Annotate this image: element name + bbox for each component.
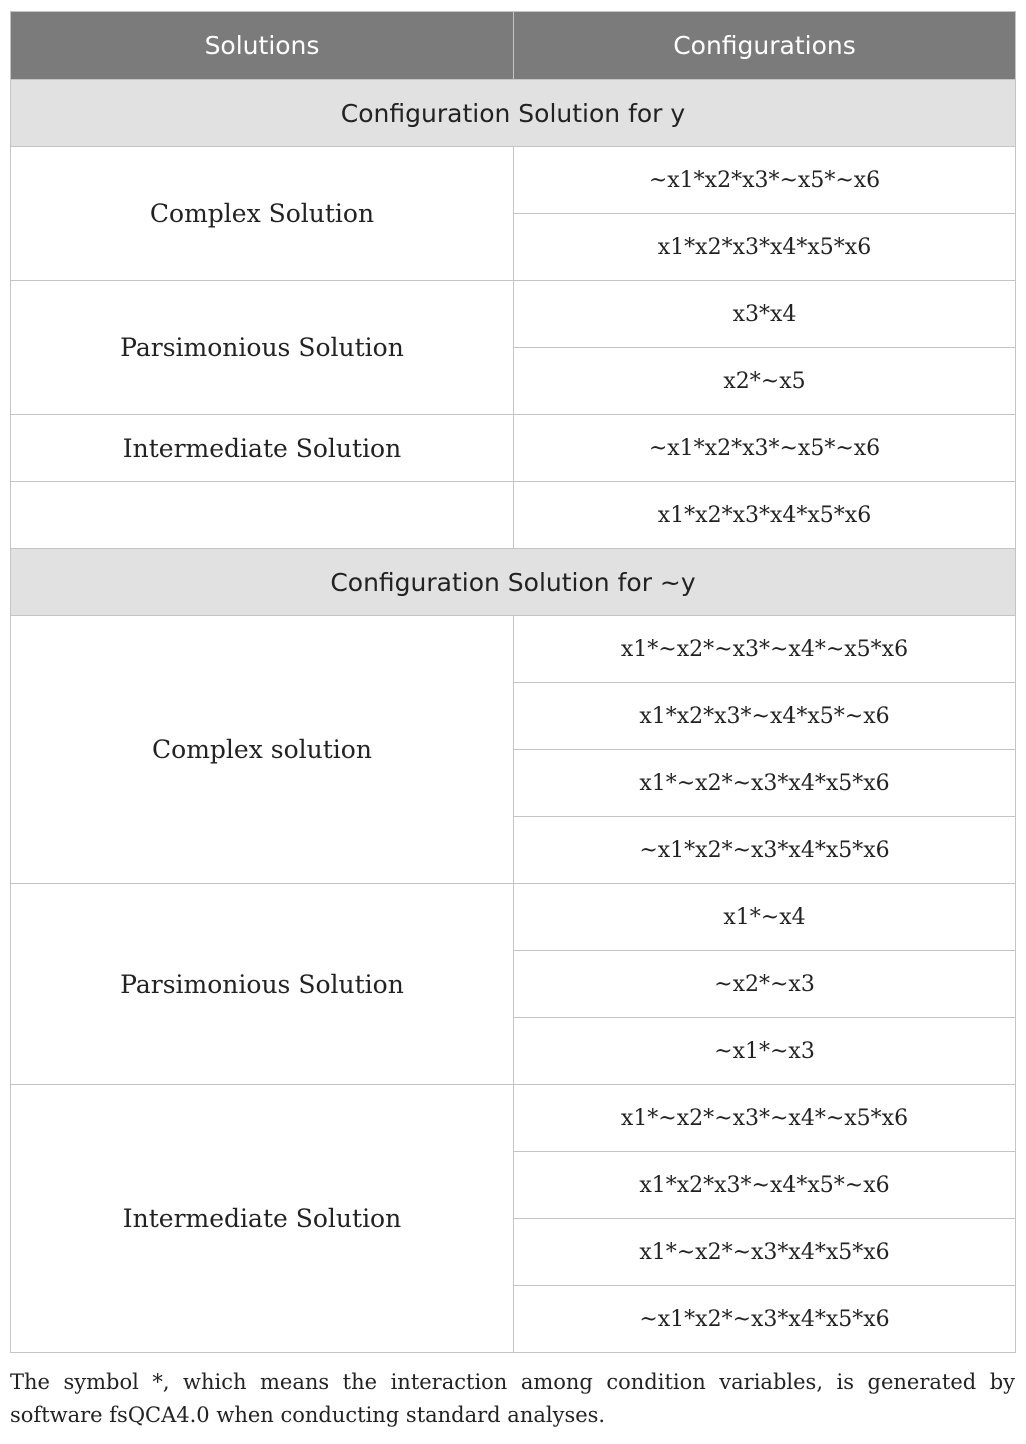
solutions-table <box>10 11 1016 1353</box>
configuration-cell: ~x2*~x3 <box>514 951 1016 1018</box>
table-row <box>11 147 1016 214</box>
configuration-cell: x1*x2*x3*x4*x5*x6 <box>514 482 1016 549</box>
section-row <box>11 80 1016 147</box>
configuration-cell: ~x1*~x3 <box>514 1018 1016 1085</box>
configuration-cell: ~x1*x2*x3*~x5*~x6 <box>514 147 1016 214</box>
header-row <box>11 12 1016 80</box>
section-title-not-y: Configuration Solution for ~y <box>11 549 1016 616</box>
solution-label: Intermediate Solution <box>11 1085 514 1353</box>
configuration-cell: x1*~x2*~x3*x4*x5*x6 <box>514 1219 1016 1286</box>
solution-label-empty <box>11 482 514 549</box>
header-configurations: Configurations <box>514 12 1016 80</box>
table-footnote: The symbol *, which means the interaction among condition variables, is generated by software fsQCA4.0 when conducting standard analyses. <box>10 1370 1015 1427</box>
configuration-cell: x3*x4 <box>514 281 1016 348</box>
configuration-cell: x2*~x5 <box>514 348 1016 415</box>
configuration-cell: x1*x2*x3*x4*x5*x6 <box>514 214 1016 281</box>
table-row <box>11 415 1016 482</box>
configuration-cell: x1*~x2*~x3*x4*x5*x6 <box>514 750 1016 817</box>
table-row <box>11 616 1016 683</box>
table-row <box>11 884 1016 951</box>
configuration-cell: ~x1*x2*x3*~x5*~x6 <box>514 415 1016 482</box>
configuration-cell: ~x1*x2*~x3*x4*x5*x6 <box>514 817 1016 884</box>
solution-label: Intermediate Solution <box>11 415 514 482</box>
solution-label: Complex solution <box>11 616 514 884</box>
configuration-cell: x1*~x2*~x3*~x4*~x5*x6 <box>514 616 1016 683</box>
table-row <box>11 281 1016 348</box>
section-row <box>11 549 1016 616</box>
configuration-cell: ~x1*x2*~x3*x4*x5*x6 <box>514 1286 1016 1353</box>
solution-label: Complex Solution <box>11 147 514 281</box>
header-solutions: Solutions <box>11 12 514 80</box>
configuration-cell: x1*~x2*~x3*~x4*~x5*x6 <box>514 1085 1016 1152</box>
configuration-cell: x1*x2*x3*~x4*x5*~x6 <box>514 683 1016 750</box>
solution-label: Parsimonious Solution <box>11 884 514 1085</box>
table-row <box>11 1085 1016 1152</box>
configuration-cell: x1*~x4 <box>514 884 1016 951</box>
table-row <box>11 482 1016 549</box>
section-title-y: Configuration Solution for y <box>11 80 1016 147</box>
solution-label: Parsimonious Solution <box>11 281 514 415</box>
configuration-cell: x1*x2*x3*~x4*x5*~x6 <box>514 1152 1016 1219</box>
